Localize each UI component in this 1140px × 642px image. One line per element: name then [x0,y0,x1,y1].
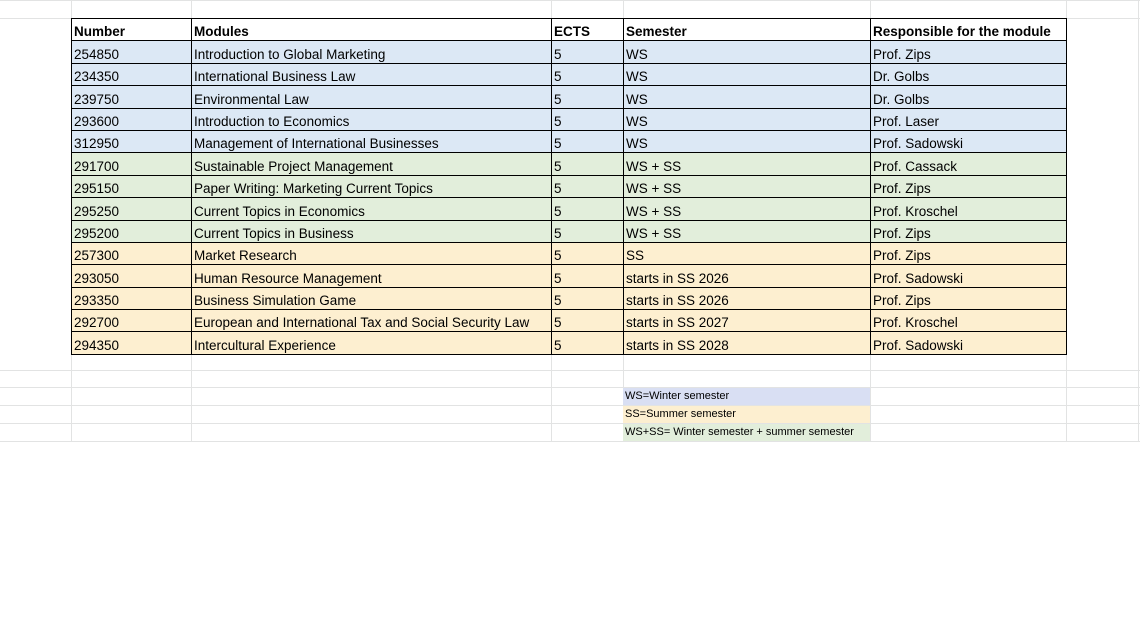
cell-responsible[interactable]: Prof. Sadowski [871,265,1067,287]
cell-semester[interactable]: starts in SS 2027 [624,310,871,332]
cell-semester[interactable]: WS [624,86,871,108]
cell-module[interactable]: Market Research [192,242,552,264]
table-row [72,242,1067,264]
cell-module[interactable]: Management of International Businesses [192,130,552,152]
gridline [0,423,1140,424]
cell-ects[interactable]: 5 [552,332,624,354]
cell-responsible[interactable]: Prof. Sadowski [871,332,1067,354]
cell-ects[interactable]: 5 [552,63,624,85]
cell-number[interactable]: 294350 [72,332,192,354]
cell-semester[interactable]: WS + SS [624,153,871,175]
cell-semester[interactable]: WS + SS [624,175,871,197]
table-row [72,41,1067,63]
cell-number[interactable]: 295150 [72,175,192,197]
cell-responsible[interactable]: Dr. Golbs [871,86,1067,108]
cell-responsible[interactable]: Prof. Laser [871,108,1067,130]
modules-table [71,18,1067,355]
cell-ects[interactable]: 5 [552,310,624,332]
gridline [0,441,1140,442]
gridline [0,370,1140,371]
cell-ects[interactable]: 5 [552,130,624,152]
cell-number[interactable]: 293350 [72,287,192,309]
gridline [1138,0,1139,442]
legend-summer-semester[interactable]: SS=Summer semester [623,406,870,423]
table-row [72,287,1067,309]
cell-responsible[interactable]: Prof. Sadowski [871,130,1067,152]
table-row [72,265,1067,287]
gridline [0,405,1140,406]
cell-responsible[interactable]: Prof. Zips [871,287,1067,309]
cell-semester[interactable]: SS [624,242,871,264]
cell-responsible[interactable]: Prof. Zips [871,242,1067,264]
cell-semester[interactable]: starts in SS 2026 [624,287,871,309]
cell-number[interactable]: 254850 [72,41,192,63]
table-row [72,220,1067,242]
table-row [72,153,1067,175]
cell-number[interactable]: 295250 [72,198,192,220]
cell-module[interactable]: Current Topics in Business [192,220,552,242]
cell-module[interactable]: Environmental Law [192,86,552,108]
cell-ects[interactable]: 5 [552,86,624,108]
cell-number[interactable]: 293600 [72,108,192,130]
cell-module[interactable]: Paper Writing: Marketing Current Topics [192,175,552,197]
cell-module[interactable]: Current Topics in Economics [192,198,552,220]
cell-ects[interactable]: 5 [552,153,624,175]
cell-semester[interactable]: starts in SS 2028 [624,332,871,354]
cell-module[interactable]: International Business Law [192,63,552,85]
table-row [72,63,1067,85]
cell-module[interactable]: Introduction to Economics [192,108,552,130]
cell-semester[interactable]: starts in SS 2026 [624,265,871,287]
cell-module[interactable]: Introduction to Global Marketing [192,41,552,63]
cell-number[interactable]: 239750 [72,86,192,108]
cell-semester[interactable]: WS [624,108,871,130]
cell-module[interactable]: Sustainable Project Management [192,153,552,175]
cell-ects[interactable]: 5 [552,175,624,197]
table-row [72,332,1067,354]
cell-number[interactable]: 291700 [72,153,192,175]
header-cell-modules[interactable]: Modules [192,19,552,41]
cell-ects[interactable]: 5 [552,198,624,220]
table-row [72,86,1067,108]
cell-module[interactable]: Intercultural Experience [192,332,552,354]
cell-semester[interactable]: WS + SS [624,220,871,242]
cell-responsible[interactable]: Prof. Cassack [871,153,1067,175]
table-row [72,130,1067,152]
table-row [72,108,1067,130]
cell-semester[interactable]: WS [624,63,871,85]
table-row [72,310,1067,332]
cell-number[interactable]: 257300 [72,242,192,264]
cell-module[interactable]: Business Simulation Game [192,287,552,309]
cell-responsible[interactable]: Prof. Kroschel [871,310,1067,332]
cell-responsible[interactable]: Prof. Zips [871,175,1067,197]
cell-number[interactable]: 312950 [72,130,192,152]
gridline [0,387,1140,388]
cell-semester[interactable]: WS + SS [624,198,871,220]
cell-ects[interactable]: 5 [552,41,624,63]
cell-module[interactable]: Human Resource Management [192,265,552,287]
cell-semester[interactable]: WS [624,41,871,63]
cell-semester[interactable]: WS [624,130,871,152]
header-cell-semester[interactable]: Semester [624,19,871,41]
cell-ects[interactable]: 5 [552,220,624,242]
cell-number[interactable]: 234350 [72,63,192,85]
cell-responsible[interactable]: Dr. Golbs [871,63,1067,85]
header-cell-number[interactable]: Number [72,19,192,41]
cell-ects[interactable]: 5 [552,242,624,264]
cell-number[interactable]: 293050 [72,265,192,287]
legend-winter-summer-semester[interactable]: WS+SS= Winter semester + summer semester [623,424,870,441]
legend-winter-semester[interactable]: WS=Winter semester [623,388,870,405]
cell-responsible[interactable]: Prof. Zips [871,220,1067,242]
cell-number[interactable]: 292700 [72,310,192,332]
cell-number[interactable]: 295200 [72,220,192,242]
cell-responsible[interactable]: Prof. Zips [871,41,1067,63]
cell-ects[interactable]: 5 [552,265,624,287]
table-row [72,175,1067,197]
cell-module[interactable]: European and International Tax and Social Security Law [192,310,552,332]
cell-ects[interactable]: 5 [552,287,624,309]
cell-responsible[interactable]: Prof. Kroschel [871,198,1067,220]
table-row [72,198,1067,220]
header-cell-ects[interactable]: ECTS [552,19,624,41]
header-row [72,19,1067,41]
header-cell-responsible[interactable]: Responsible for the module [871,19,1067,41]
gridline [0,0,1140,1]
cell-ects[interactable]: 5 [552,108,624,130]
